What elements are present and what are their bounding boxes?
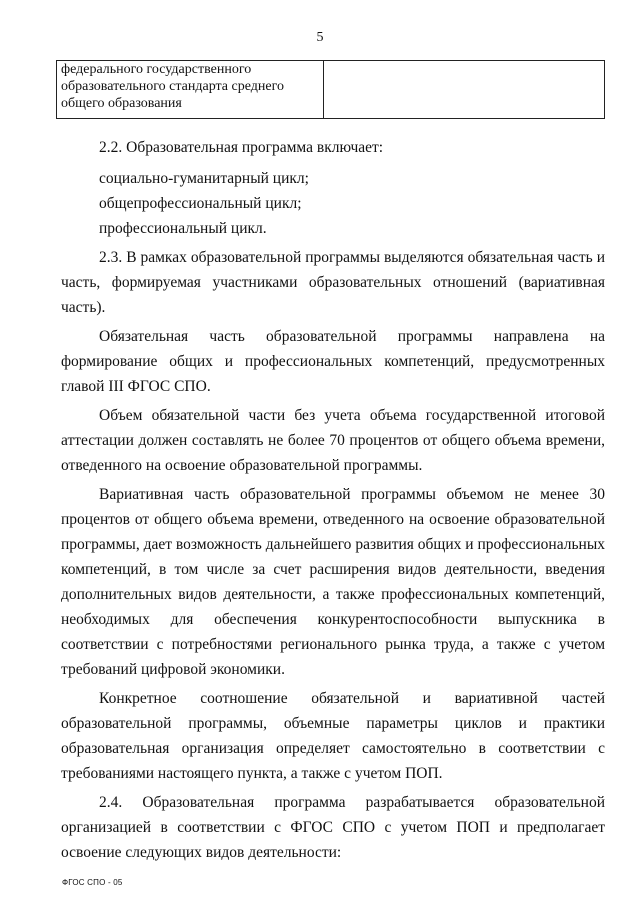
ratio-paragraph: Конкретное соотношение обязательной и вариативной частей образовательной программы, объемные параметры циклов и практики образовательная организация определяет самостоятельно в соответствии с требованиями настоящего пункта, а также с учетом ПОП.	[61, 690, 605, 782]
table-cell-line: общего образования	[61, 96, 182, 111]
table-cell-left	[57, 61, 324, 119]
page-number: 5	[316, 30, 324, 45]
list-item-cycle: социально-гуманитарный цикл;	[99, 170, 309, 187]
variable-part-paragraph: Вариативная часть образовательной программы объемом не менее 30 процентов от общего объема времени, отведенного на освоение образовательной программы, дает возможность дальнейшего развития общих и профессиональных компетенций, в том числе за счет расширения видов деятельности, введения дополнительных видов деятельности, а также профессиональных компетенций, необходимых для обеспечения конкурентоспособности выпускника в соответствии с потребностями регионального рынка труда, а также с учетом требований цифровой экономики.	[61, 486, 605, 678]
footer-code: ФГОС СПО - 05	[62, 878, 123, 887]
table-cell-line: федерального государственного	[61, 62, 252, 77]
table-cell-line: образовательного стандарта среднего	[61, 79, 284, 94]
section-2-2-heading: 2.2. Образовательная программа включает:	[99, 139, 384, 156]
mandatory-part-paragraph: Обязательная часть образовательной программы направлена на формирование общих и профессиональных компетенций, предусмотренных главой III ФГОС СПО.	[61, 328, 605, 395]
section-2-3-paragraph: 2.3. В рамках образовательной программы выделяются обязательная часть и часть, формируемая участниками образовательных отношений (вариативная часть).	[61, 249, 605, 316]
list-item-cycle: профессиональный цикл.	[99, 220, 267, 237]
table-cell-right	[324, 61, 605, 119]
table-row	[57, 61, 605, 119]
table-fragment	[56, 60, 605, 119]
list-item-cycle: общепрофессиональный цикл;	[99, 195, 302, 212]
section-2-4-paragraph: 2.4. Образовательная программа разрабатывается образовательной организацией в соответствии с ФГОС СПО с учетом ПОП и предполагает освоение следующих видов деятельности:	[61, 794, 605, 861]
document-body	[61, 135, 605, 865]
mandatory-volume-paragraph: Объем обязательной части без учета объема государственной итоговой аттестации должен составлять не более 70 процентов от общего объема времени, отведенного на освоение образовательной программы.	[61, 407, 605, 474]
